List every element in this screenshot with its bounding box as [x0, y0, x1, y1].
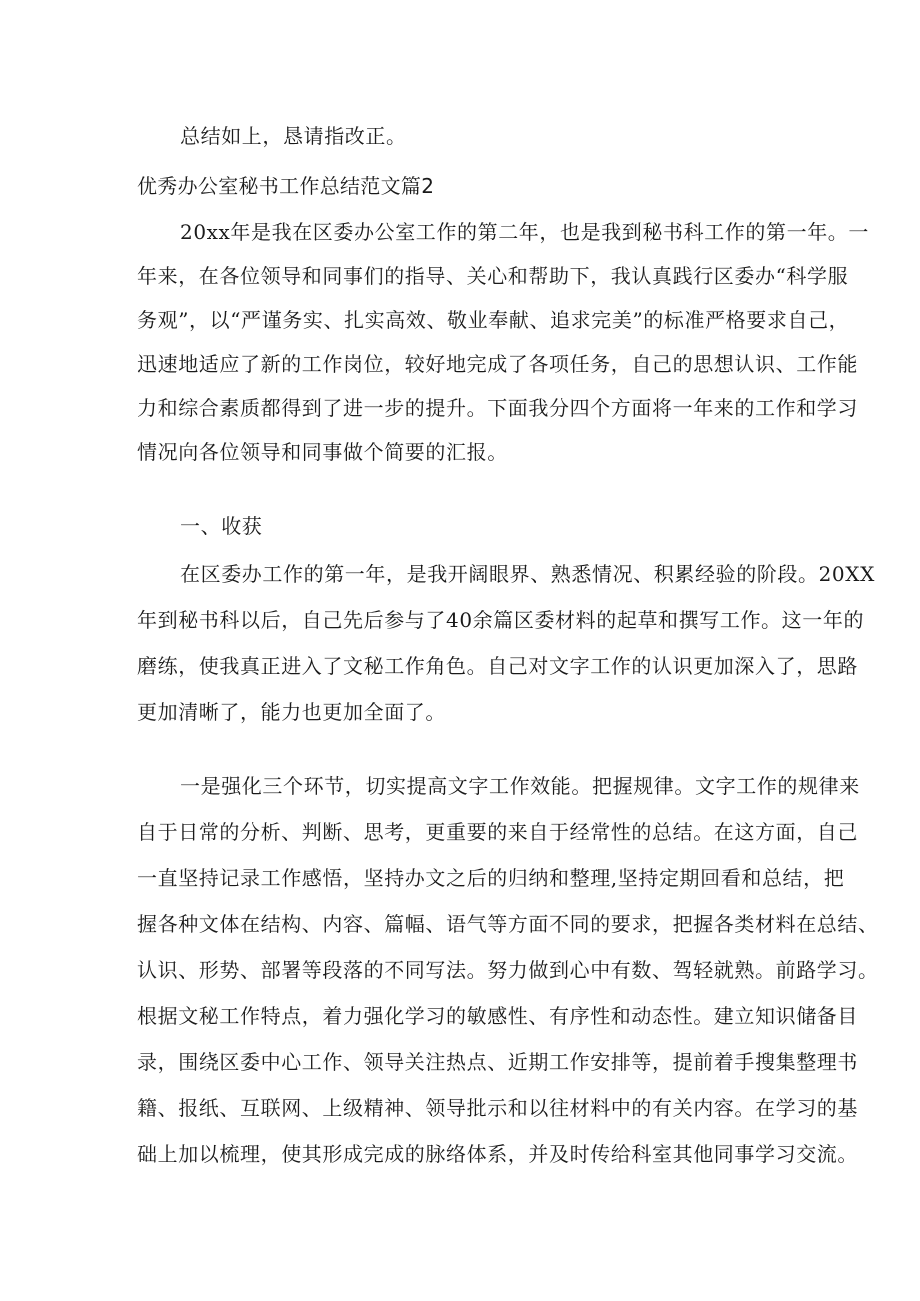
- paragraph-line: 更加清晰了，能力也更加全面了。: [137, 700, 446, 724]
- paragraph-line: 础上加以梳理，使其形成完成的脉络体系，并及时传给科室其他同事学习交流。: [137, 1142, 858, 1166]
- paragraph-line: 一是强化三个环节，切实提高文字工作效能。把握规律。文字工作的规律来: [180, 774, 860, 798]
- paragraph-line: 认识、形势、部署等段落的不同写法。努力做到心中有数、驾轻就熟。前路学习。: [137, 958, 879, 982]
- paragraph-line: 自于日常的分析、判断、思考，更重要的来自于经常性的总结。在这方面，自己: [137, 820, 858, 844]
- paragraph-line: 一直坚持记录工作感悟，坚持办文之后的归纳和整理,坚持定期回看和总结，把: [137, 866, 845, 890]
- paragraph-line: 情况向各位领导和同事做个简要的汇报。: [137, 440, 508, 464]
- paragraph-line: 迅速地适应了新的工作岗位，较好地完成了各项任务，自己的思想认识、工作能: [137, 352, 858, 376]
- paragraph-line: 录，围绕区委中心工作、领导关注热点、近期工作安排等，提前着手搜集整理书: [137, 1050, 858, 1074]
- paragraph-line: 20xx年是我在区委办公室工作的第二年，也是我到秘书科工作的第一年。一: [180, 220, 870, 244]
- paragraph-line: 根据文秘工作特点，着力强化学习的敏感性、有序性和动态性。建立知识储备目: [137, 1004, 858, 1028]
- paragraph-line: 磨练，使我真正进入了文秘工作角色。自己对文字工作的认识更加深入了，思路: [137, 654, 858, 678]
- paragraph-line: 籍、报纸、互联网、上级精神、领导批示和以往材料中的有关内容。在学习的基: [137, 1096, 858, 1120]
- paragraph-line: 年来，在各位领导和同事们的指导、关心和帮助下，我认真践行区委办“科学服: [137, 264, 849, 288]
- section-heading: 优秀办公室秘书工作总结范文篇2: [137, 174, 435, 198]
- paragraph-line: 务观”，以“严谨务实、扎实高效、敬业奉献、追求完美”的标准严格要求自己，: [137, 308, 850, 332]
- paragraph-line: 在区委办工作的第一年，是我开阔眼界、熟悉情况、积累经验的阶段。20XX: [180, 562, 875, 586]
- closing-line: 总结如上，恳请指改正。: [180, 124, 407, 148]
- paragraph-line: 握各种文体在结构、内容、篇幅、语气等方面不同的要求，把握各类材料在总结、: [137, 912, 879, 936]
- subsection-title: 一、收获: [180, 514, 263, 538]
- paragraph-line: 力和综合素质都得到了进一步的提升。下面我分四个方面将一年来的工作和学习: [137, 396, 858, 420]
- paragraph-line: 年到秘书科以后，自己先后参与了40余篇区委材料的起草和撰写工作。这一年的: [137, 608, 865, 632]
